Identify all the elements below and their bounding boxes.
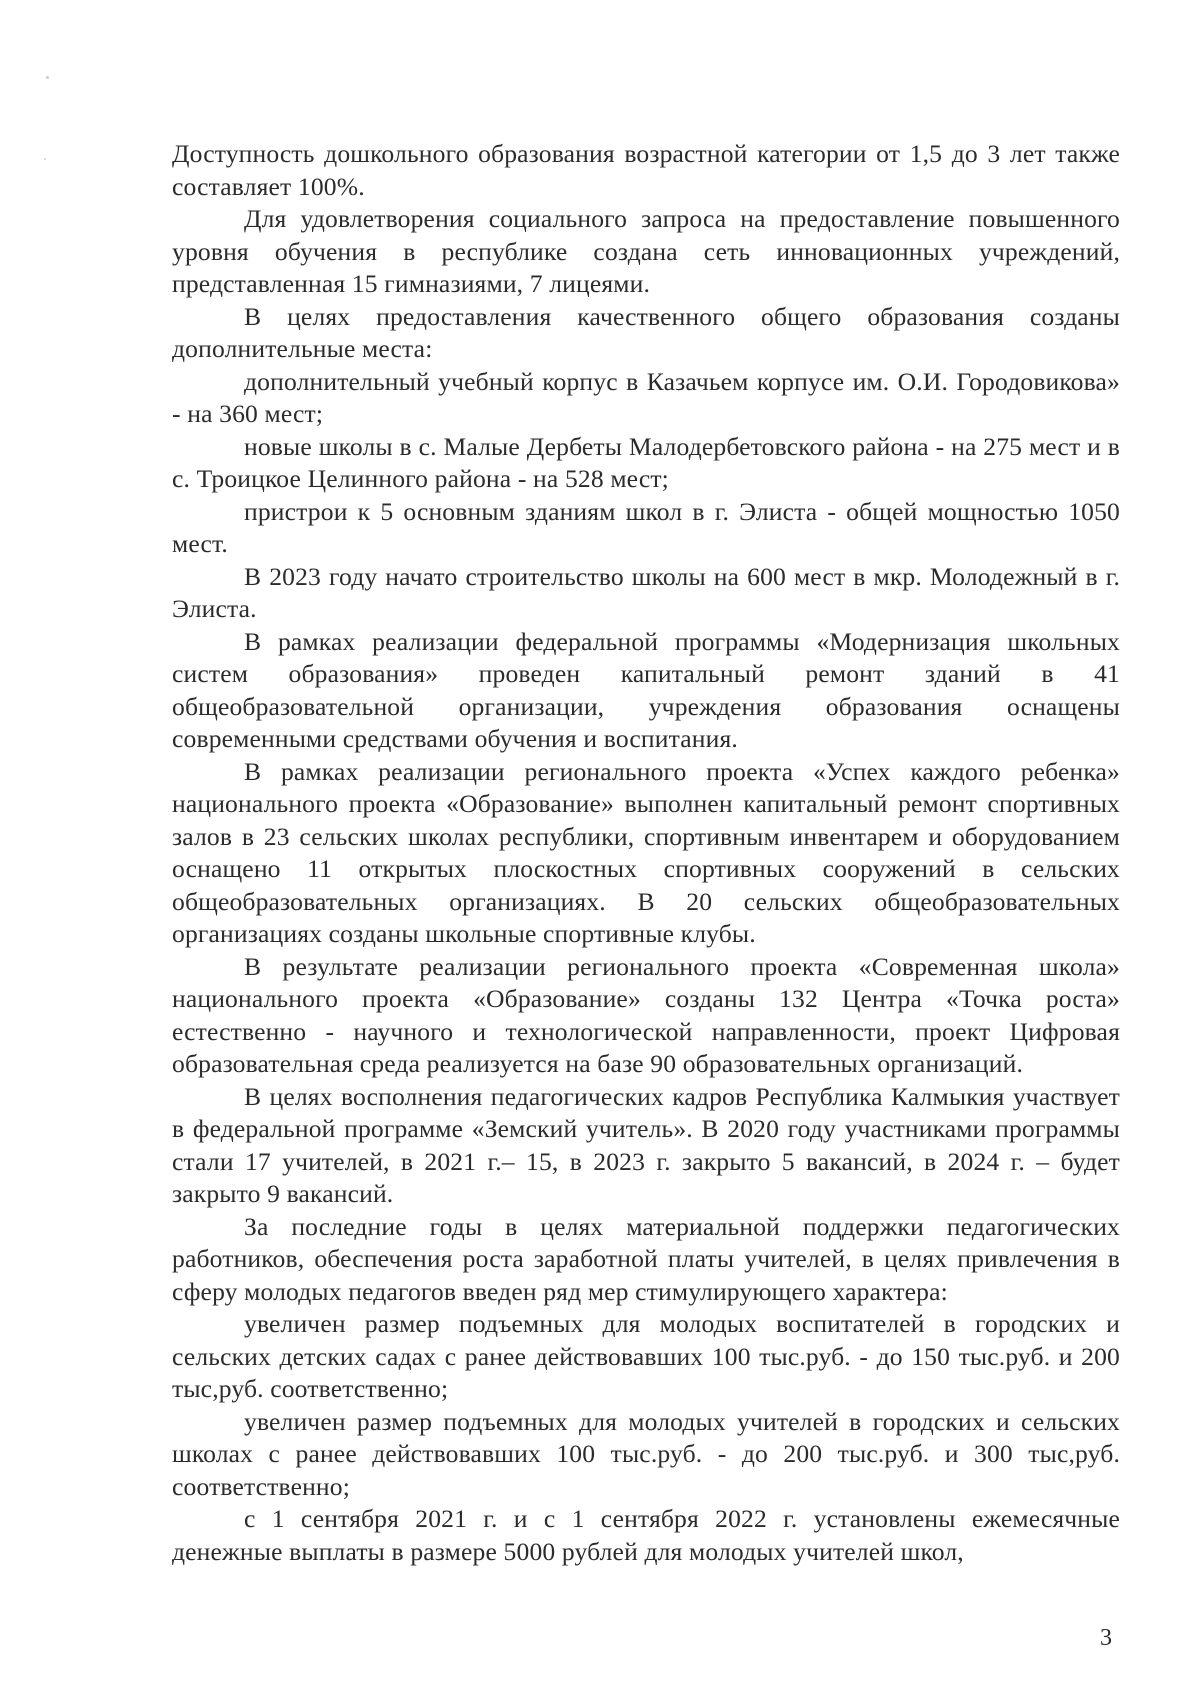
paragraph: В целях восполнения педагогических кадров Республика Калмыкия участвует в федеральной программе «Земский учитель». В 2020 году участниками программы стали 17 учителей, в 2021 г.– 15, в 2023 г. закрыто 5 вакансий, в 2024 г. – будет закрыто 9 вакансий.: [172, 1081, 1120, 1208]
paragraph: За последние годы в целях материальной поддержки педагогических работников, обеспечения роста заработной платы учителей, в целях привлечения в сферу молодых педагогов введен ряд мер стимулирующего характера:: [172, 1211, 1120, 1306]
paragraph: пристрои к 5 основным зданиям школ в г. Элиста - общей мощностью 1050 мест.: [172, 496, 1120, 558]
document-body: [172, 138, 1120, 1568]
paragraph: В целях предоставления качественного общего образования созданы дополнительные места:: [172, 301, 1120, 363]
paragraph: Доступность дошкольного образования возрастной категории от 1,5 до 3 лет также составляет 100%.: [172, 139, 1120, 201]
page-number: 3: [1100, 1625, 1112, 1651]
paragraph: В результате реализации регионального проекта «Современная школа» национального проекта «Образование» созданы 132 Центра «Точка роста» естественно - научного и технологической направленности, проект Цифровая образовательная среда реализуется на базе 90 образовательных организаций.: [172, 951, 1120, 1078]
paragraph: В 2023 году начато строительство школы на 600 мест в мкр. Молодежный в г. Элиста.: [172, 561, 1120, 623]
scan-speck: [46, 76, 49, 79]
paragraph: В рамках реализации регионального проекта «Успех каждого ребенка» национального проекта «Образование» выполнен капитальный ремонт спортивных залов в 23 сельских школах республики, спортивным инвентарем и оборудованием оснащено 11 открытых плоскостных спортивных сооружений в сельских общеобразовательных организациях. В 20 сельских общеобразовательных организациях созданы школьные спортивные клубы.: [172, 756, 1120, 948]
paragraph: увеличен размер подъемных для молодых учителей в городских и сельских школах с ранее действовавших 100 тыс.руб. - до 200 тыс.руб. и 300 тыс,руб. соответственно;: [172, 1406, 1120, 1501]
paragraph: дополнительный учебный корпус в Казачьем корпусе им. О.И. Городовикова» - на 360 мест;: [172, 366, 1120, 428]
paragraph: увеличен размер подъемных для молодых воспитателей в городских и сельских детских садах с ранее действовавших 100 тыс.руб. - до 150 тыс.руб. и 200 тыс,руб. соответственно;: [172, 1309, 1120, 1403]
paragraph: новые школы в с. Малые Дербеты Малодербетовского района - на 275 мест и в с. Троицкое Целинного района - на 528 мест;: [172, 431, 1120, 493]
paragraph: В рамках реализации федеральной программы «Модернизация школьных систем образования» проведен капитальный ремонт зданий в 41 общеобразовательной организации, учреждения образования оснащены современными средствами обучения и воспитания.: [172, 626, 1120, 753]
paragraph: Для удовлетворения социального запроса на предоставление повышенного уровня обучения в республике создана сеть инновационных учреждений, представленная 15 гимназиями, 7 лицеями.: [172, 204, 1120, 298]
scan-speck: [44, 158, 46, 160]
paragraph: с 1 сентября 2021 г. и с 1 сентября 2022 г. установлены ежемесячные денежные выплаты в размере 5000 рублей для молодых учителей школ,: [172, 1504, 1120, 1566]
